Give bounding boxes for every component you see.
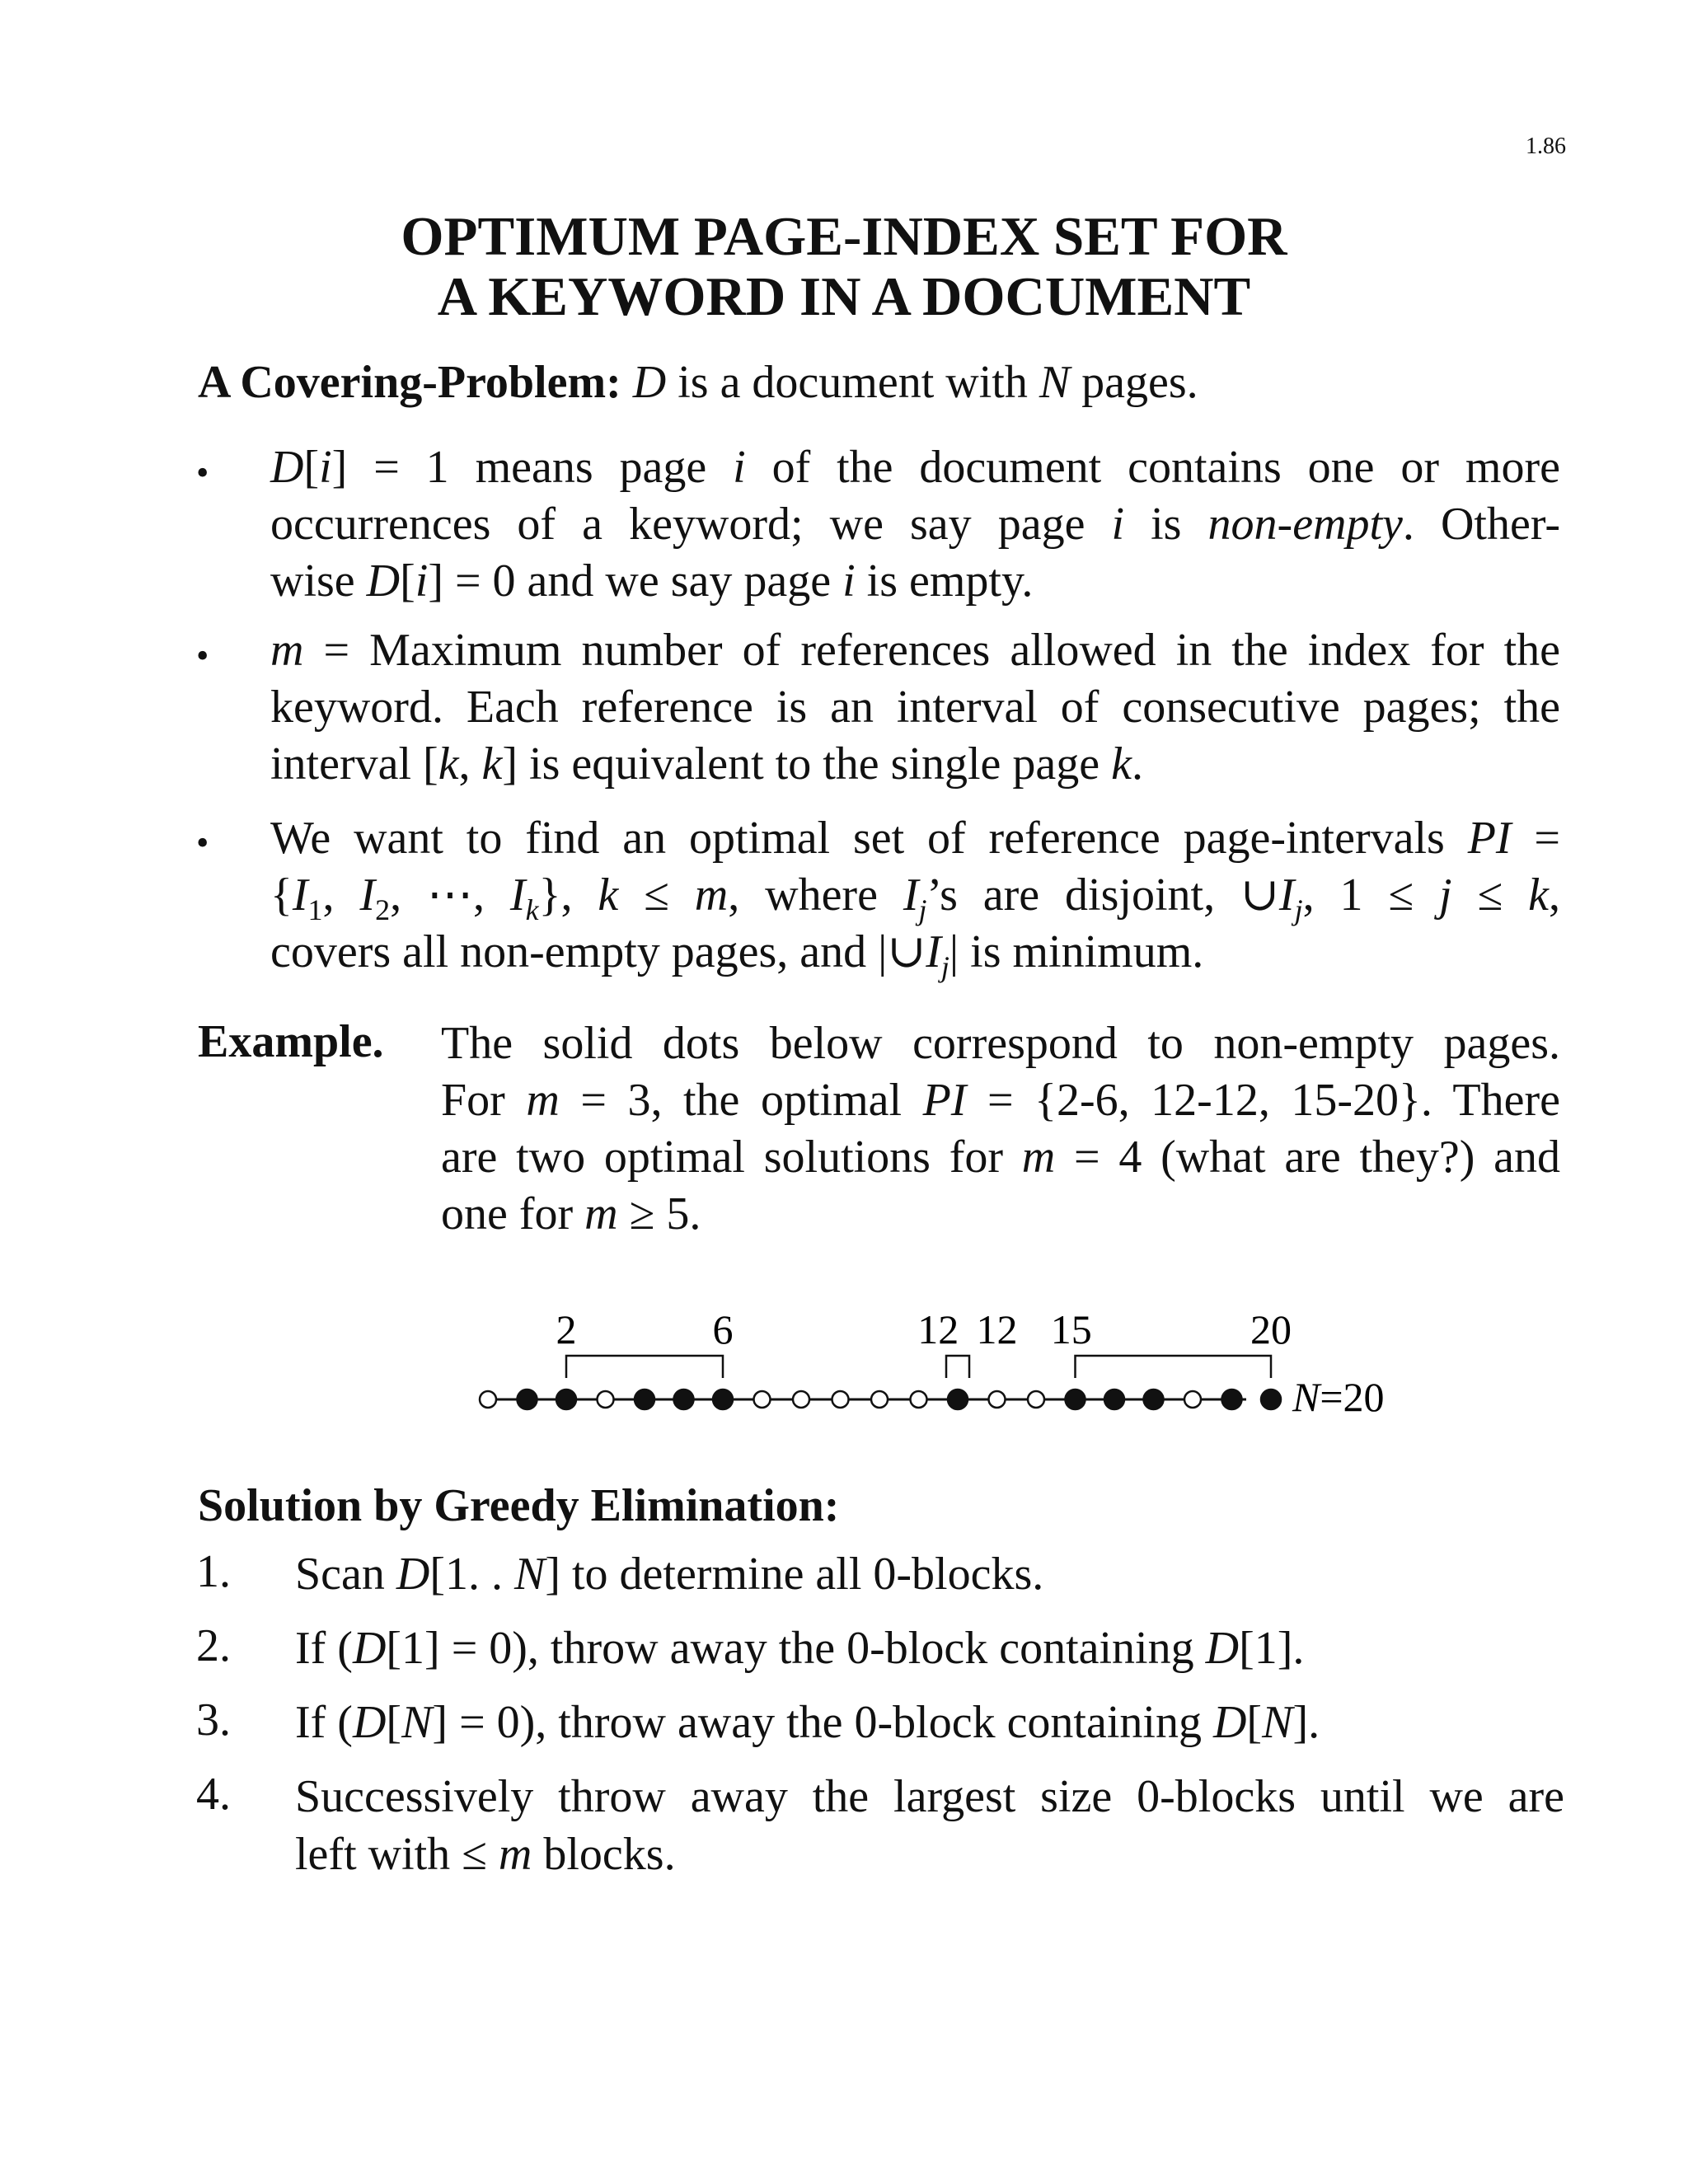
empty-page-dot bbox=[598, 1391, 614, 1408]
non-empty-page-dot bbox=[556, 1390, 576, 1409]
non-empty-page-dot bbox=[713, 1390, 733, 1409]
step-2-text: If (D[1] = 0), throw away the 0-block containing D[1]. bbox=[295, 1623, 1305, 1674]
empty-page-dot bbox=[989, 1391, 1006, 1408]
empty-page-dot bbox=[871, 1391, 888, 1408]
empty-page-dot bbox=[754, 1391, 771, 1408]
step-number: 3. bbox=[196, 1694, 231, 1746]
non-empty-page-dot bbox=[674, 1390, 694, 1409]
interval-endpoint-label: 12 bbox=[917, 1306, 959, 1352]
interval-endpoint-label: 15 bbox=[1050, 1306, 1092, 1352]
empty-page-dot bbox=[1184, 1391, 1201, 1408]
page-title-line-1: OPTIMUM PAGE-INDEX SET FOR bbox=[401, 206, 1287, 267]
example-paragraph: The solid dots below correspond to non-empty pages. For m = 3, the optimal PI = {2-6, 12-12, 15-20}. There are two optimal solutions for m = 4 (what are they?) and one for m ≥ 5. bbox=[441, 1015, 1560, 1243]
step-3-text: If (D[N] = 0), throw away the 0-block containing D[N]. bbox=[295, 1697, 1320, 1748]
non-empty-page-dot bbox=[948, 1390, 968, 1409]
non-empty-page-dot bbox=[1261, 1390, 1281, 1409]
non-empty-page-dot bbox=[1066, 1390, 1085, 1409]
interval-bracket bbox=[1076, 1356, 1272, 1378]
step-number: 2. bbox=[196, 1620, 231, 1671]
non-empty-page-dot bbox=[1104, 1390, 1124, 1409]
example-line-1: The solid dots below correspond to non-empty pages. bbox=[441, 1018, 1560, 1069]
empty-page-dot bbox=[911, 1391, 927, 1408]
bullet-marker: • bbox=[196, 823, 209, 863]
empty-page-dot bbox=[832, 1391, 849, 1408]
non-empty-page-dot bbox=[1222, 1390, 1242, 1409]
page-title-line-2: A KEYWORD IN A DOCUMENT bbox=[437, 266, 1251, 327]
interval-endpoint-label: 12 bbox=[976, 1306, 1018, 1352]
step-number: 1. bbox=[196, 1546, 231, 1597]
interval-bracket bbox=[946, 1356, 969, 1378]
non-empty-page-dot bbox=[518, 1390, 537, 1409]
bullet-1-paragraph: D[i] = 1 means page i of the document contains one or more occurrences of a keyword; we say page i is non-empty. Other- wise D[i] = 0 and we say page i is empty. bbox=[270, 442, 1561, 607]
interval-endpoint-label: 6 bbox=[712, 1306, 734, 1352]
covering-problem-statement: A Covering-Problem: D is a document with N pages. bbox=[198, 357, 1198, 408]
interval-bracket bbox=[566, 1356, 723, 1378]
interval-endpoint-label: 2 bbox=[556, 1306, 577, 1352]
non-empty-page-dot bbox=[635, 1390, 654, 1409]
example-label: Example. bbox=[198, 1016, 384, 1067]
bullet-2-paragraph: m = Maximum number of references allowed in the index for the keyword. Each reference is an interval of consecutive pages; the interval [k, k] is equivalent to the single page k. bbox=[270, 625, 1560, 790]
non-empty-page-dot bbox=[1144, 1390, 1164, 1409]
bullet-3-paragraph: We want to find an optimal set of reference page-intervals PI = {$I_1$, $I_2$, ⋯, $I_k$}, k ≤ m, where $I_j’s$ are disjoint, $\cup I_j$, 1 ≤ j ≤ k, covers all non-empty pages, and $|\cup I_j|$ is minimum. bbox=[270, 813, 1560, 983]
bullet-marker: • bbox=[196, 635, 209, 676]
page-number: 1.86 bbox=[1526, 134, 1566, 159]
step-number: 4. bbox=[196, 1769, 231, 1820]
step-1-text: Scan D[1. . N] to determine all 0-blocks. bbox=[295, 1549, 1044, 1600]
step-4-text: Successively throw away the largest size 0-blocks until we are left with ≤ m blocks. bbox=[295, 1771, 1564, 1880]
empty-page-dot bbox=[793, 1391, 809, 1408]
empty-page-dot bbox=[480, 1391, 496, 1408]
bullet-marker: • bbox=[196, 452, 209, 493]
covering-problem-label: A Covering-Problem: bbox=[198, 357, 621, 408]
solution-heading: Solution by Greedy Elimination: bbox=[198, 1480, 840, 1531]
interval-endpoint-label: 20 bbox=[1250, 1306, 1292, 1352]
empty-page-dot bbox=[1028, 1391, 1044, 1408]
n-label: N=20 bbox=[1292, 1374, 1385, 1420]
